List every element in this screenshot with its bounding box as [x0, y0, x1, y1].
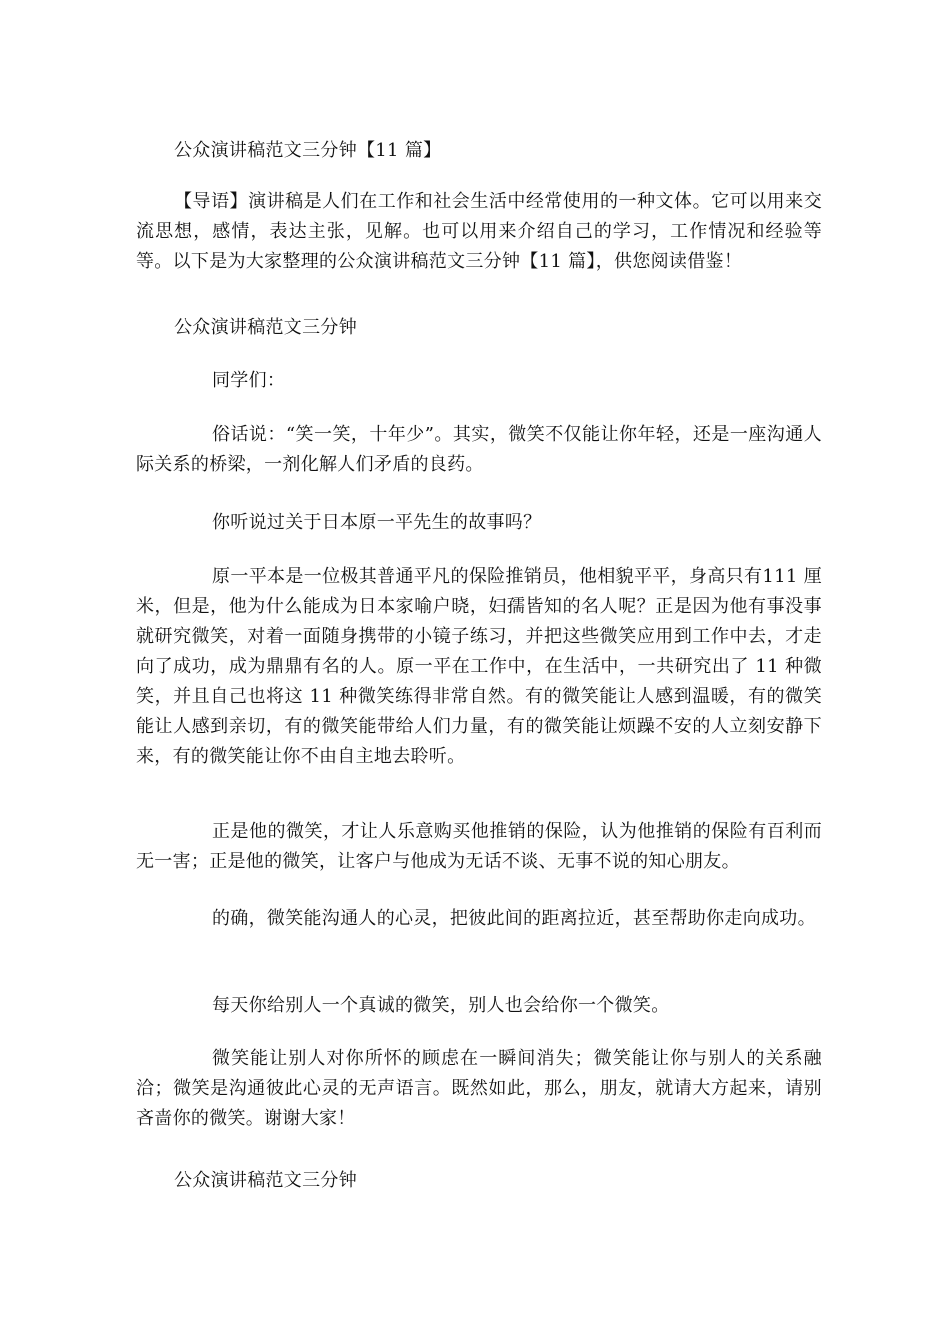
- body-paragraph: 你听说过关于日本原一平先生的故事吗？: [212, 512, 542, 533]
- section-heading: 公众演讲稿范文三分钟: [174, 1170, 357, 1191]
- body-paragraph: 原一平本是一位极其普通平凡的保险推销员，他相貌平平，身高只有111 厘米，但是，他为什么能成为日本家喻户晓，妇孺皆知的名人呢？正是因为他有事没事就研究微笑，对着一面随身携带的小镜子练习，并把这些微笑应用到工作中去，才走向了成功，成为鼎鼎有名的人。原一平在工作中，在生活中，一共研究出了 11 种微笑，并且自己也将这 11 种微笑练得非常自然。有的微笑能让人感到温暖，有的微笑能让人感到亲切，有的微笑能带给人们力量，有的微笑能让烦躁不安的人立刻安静下来，有的微笑能让你不由自主地去聆听。: [136, 566, 822, 767]
- body-paragraph: 每天你给别人一个真诚的微笑，别人也会给你一个微笑。: [212, 995, 670, 1016]
- document-title: 公众演讲稿范文三分钟【11 篇】: [174, 140, 442, 161]
- body-paragraph: 微笑能让别人对你所怀的顾虑在一瞬间消失；微笑能让你与别人的关系融洽；微笑是沟通彼此心灵的无声语言。既然如此，那么，朋友，就请大方起来，请别吝啬你的微笑。谢谢大家！: [136, 1048, 822, 1129]
- body-paragraph: 的确，微笑能沟通人的心灵，把彼此间的距离拉近，甚至帮助你走向成功。: [212, 908, 816, 929]
- greeting: 同学们：: [212, 370, 286, 391]
- intro-paragraph: 【导语】演讲稿是人们在工作和社会生活中经常使用的一种文体。它可以用来交流思想，感情，表达主张，见解。也可以用来介绍自己的学习，工作情况和经验等等。以下是为大家整理的公众演讲稿范文三分钟【11 篇】，供您阅读借鉴！: [136, 191, 822, 272]
- body-paragraph: 正是他的微笑，才让人乐意购买他推销的保险，认为他推销的保险有百利而无一害；正是他的微笑，让客户与他成为无话不谈、无事不说的知心朋友。: [136, 821, 822, 872]
- section-heading: 公众演讲稿范文三分钟: [174, 317, 357, 338]
- body-paragraph: 俗话说：“笑一笑，十年少”。其实，微笑不仅能让你年轻，还是一座沟通人际关系的桥梁，一剂化解人们矛盾的良药。: [136, 424, 822, 475]
